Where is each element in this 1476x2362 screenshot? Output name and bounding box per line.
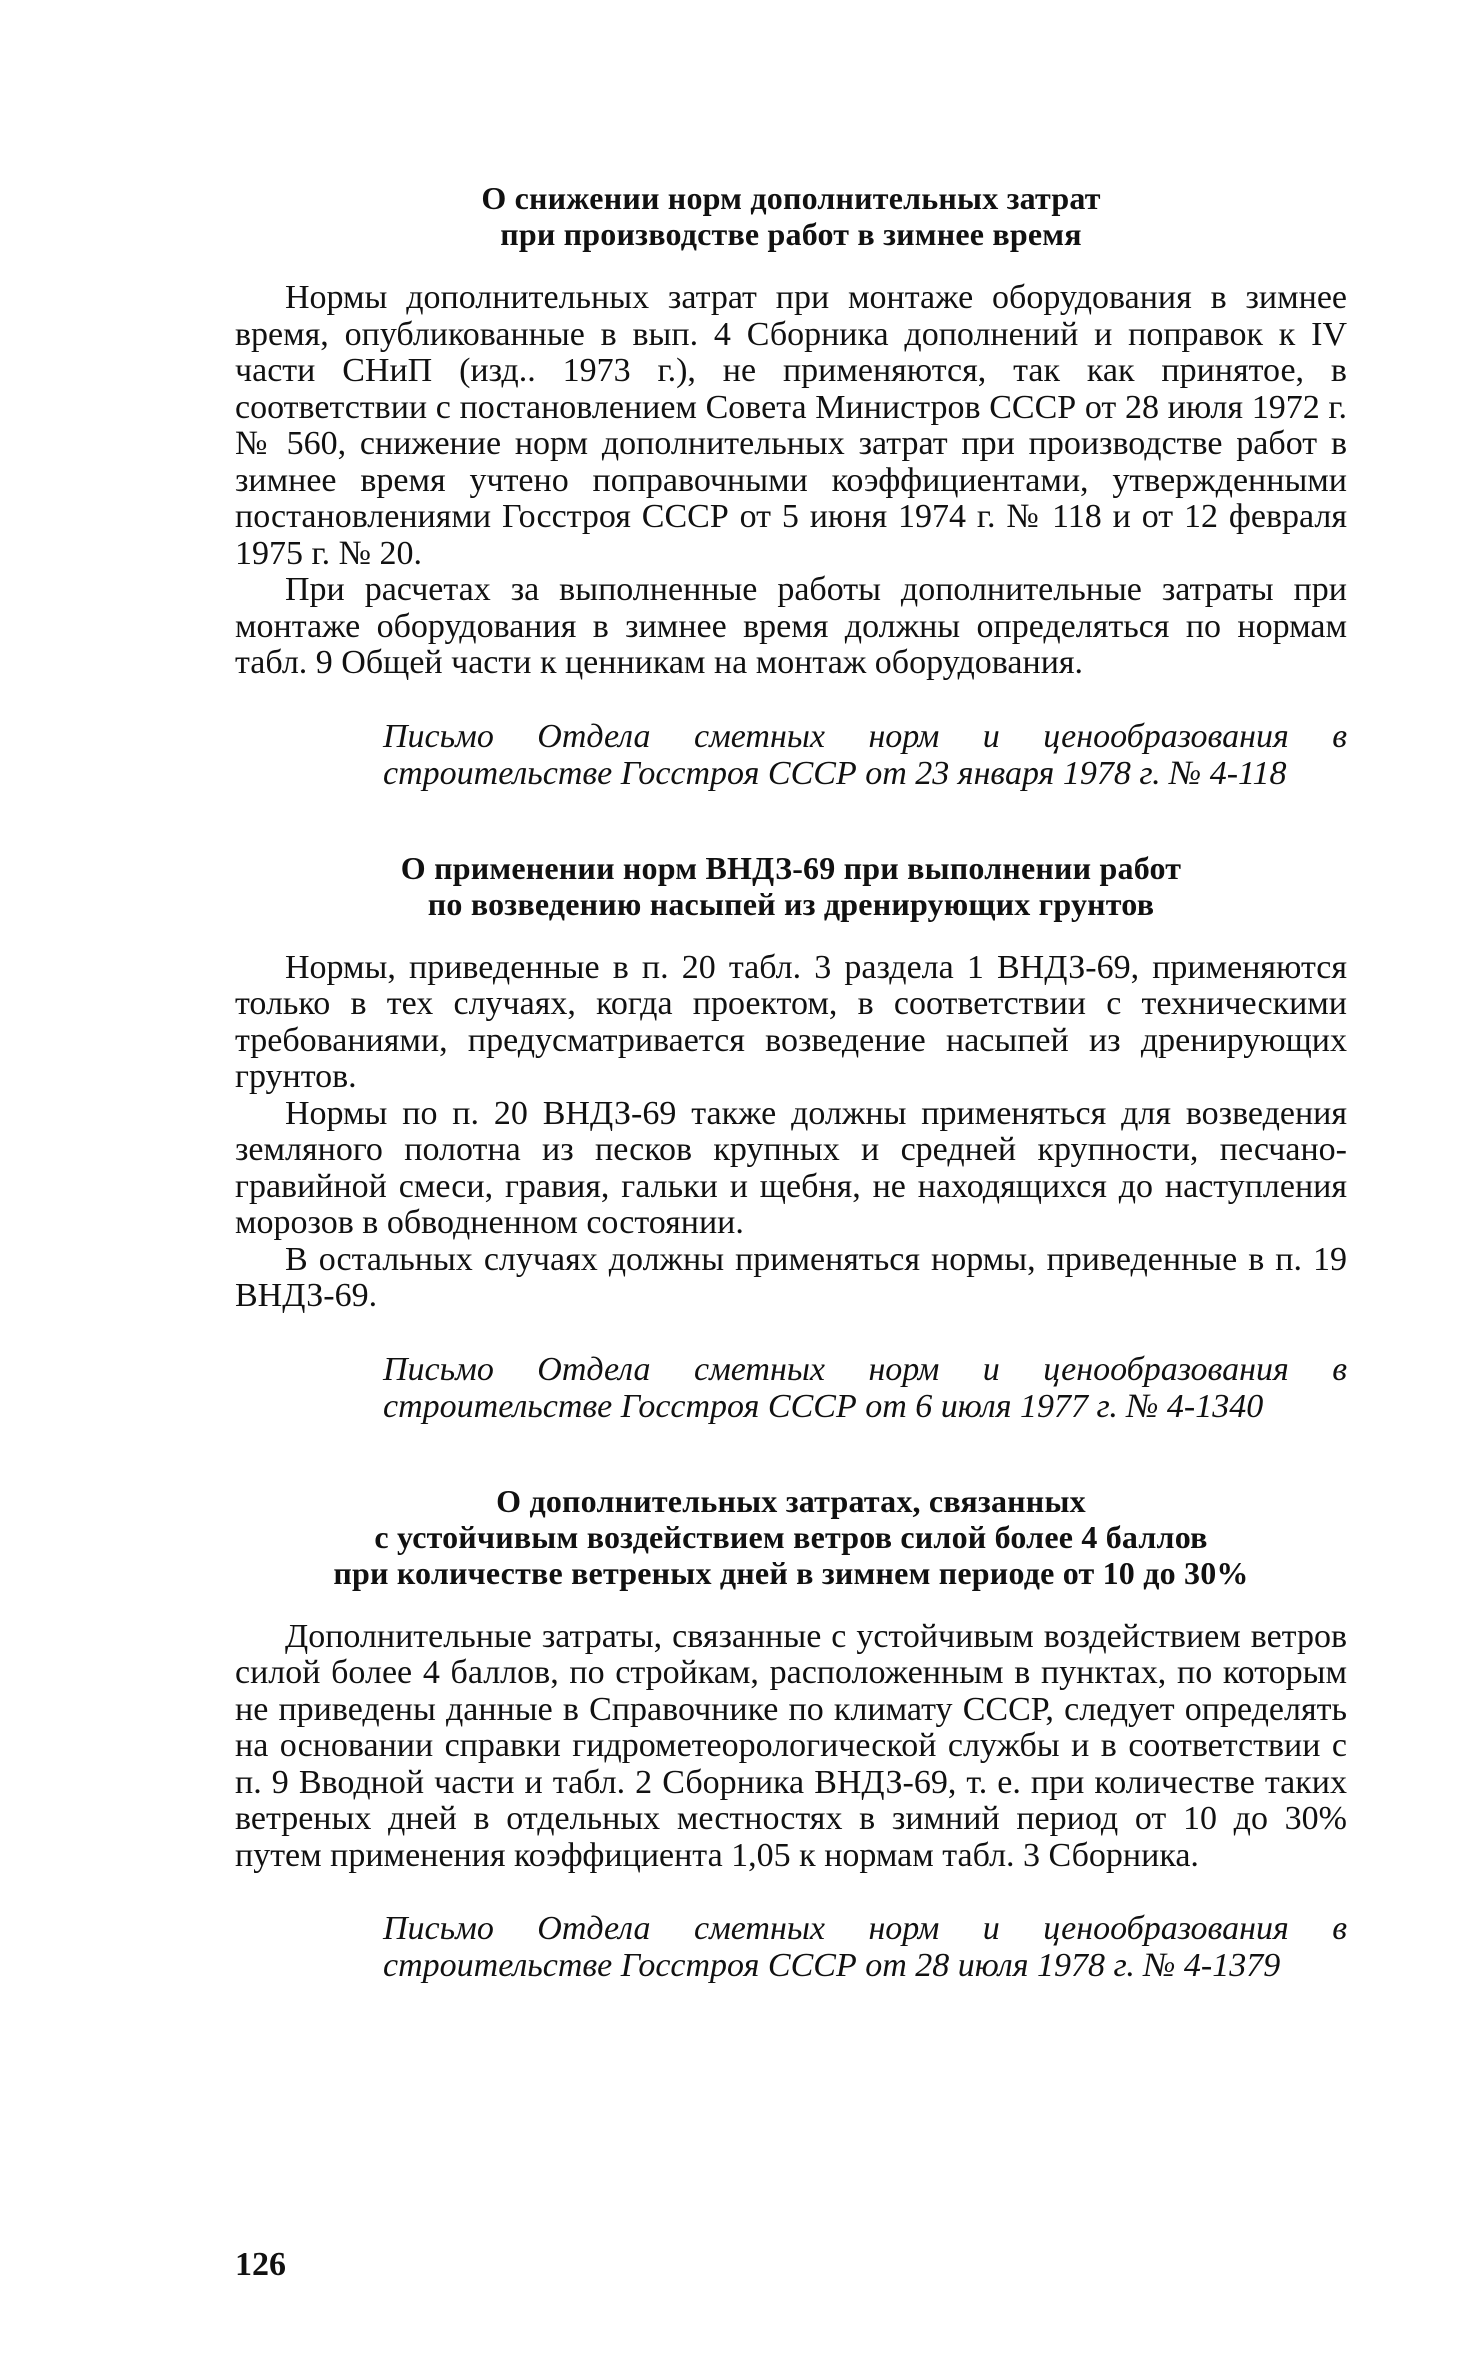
heading-line: при количестве ветреных дней в зимнем периоде от 10 до 30% [333, 1554, 1249, 1591]
paragraph: При расчетах за выполненные работы дополнительные затраты при монтаже оборудования в зимнее время должны определяться по нормам табл. 9 Общей части к ценникам на монтаж оборудования. [235, 571, 1347, 681]
section-wind-costs [235, 1483, 1347, 1985]
paragraph: В остальных случаях должны применяться нормы, приведенные в п. 19 ВНДЗ-69. [235, 1240, 1347, 1314]
page-content [235, 180, 1347, 2042]
section-winter-costs [235, 180, 1347, 792]
source-reference: Письмо Отдела сметных норм и ценообразования в строительстве Госстроя СССР от 28 июля 1978 г. № 4-1379 [383, 1910, 1347, 1984]
section-heading [235, 1483, 1347, 1591]
heading-line: О применении норм ВНДЗ-69 при выполнении работ [400, 849, 1182, 886]
source-reference: Письмо Отдела сметных норм и ценообразования в строительстве Госстроя СССР от 23 января 1978 г. № 4-118 [383, 717, 1347, 792]
paragraph: Нормы, приведенные в п. 20 табл. 3 раздела 1 ВНДЗ-69, применяются только в тех случаях, когда проектом, в соответствии с техническими требованиями, предусматривается возведение насыпей из дренирующих грунтов. [235, 948, 1347, 1095]
heading-line: О снижении норм дополнительных затрат [481, 180, 1101, 216]
section-vndz-embankments [235, 850, 1347, 1425]
source-reference: Письмо Отдела сметных норм и ценообразования в строительстве Госстроя СССР от 6 июля 1977 г. № 4-1340 [383, 1350, 1347, 1425]
heading-line: по возведению насыпей из дренирующих грунтов [427, 885, 1155, 922]
heading-line: при производстве работ в зимнее время [500, 216, 1082, 252]
heading-line: О дополнительных затратах, связанных [496, 1482, 1086, 1519]
section-heading [235, 180, 1347, 252]
section-heading [235, 850, 1347, 922]
heading-line: с устойчивым воздействием ветров силой более 4 баллов [374, 1518, 1208, 1555]
paragraph: Нормы дополнительных затрат при монтаже оборудования в зимнее время, опубликованные в вып. 4 Сборника дополнений и поправок к IV части СНиП (изд.. 1973 г.), не применяются, так как принятое, в соответствии с постановлением Совета Министров СССР от 28 июля 1972 г. № 560, снижение норм дополнительных затрат при производстве работ в зимнее время учтено поправочными коэффициентами, утвержденными постановлениями Госстроя СССР от 5 июня 1974 г. № 118 и от 12 февраля 1975 г. № 20. [235, 279, 1347, 572]
page-number: 126 [235, 2246, 286, 2283]
paragraph: Дополнительные затраты, связанные с устойчивым воздействием ветров силой более 4 баллов, по стройкам, расположенным в пунктах, по которым не приведены данные в Справочнике по климату СССР, следует определять на основании справки гидрометеорологической службы и в соответствии с п. 9 Вводной части и табл. 2 Сборника ВНДЗ-69, т. е. при количестве таких ветреных дней в отдельных местностях в зимний период от 10 до 30% путем применения коэффициента 1,05 к нормам табл. 3 Сборника. [235, 1617, 1347, 1874]
paragraph: Нормы по п. 20 ВНДЗ-69 также должны применяться для возведения земляного полотна из песков крупных и средней крупности, песчано-гравийной смеси, гравия, гальки и щебня, не находящихся до наступления морозов в обводненном состоянии. [235, 1094, 1347, 1241]
